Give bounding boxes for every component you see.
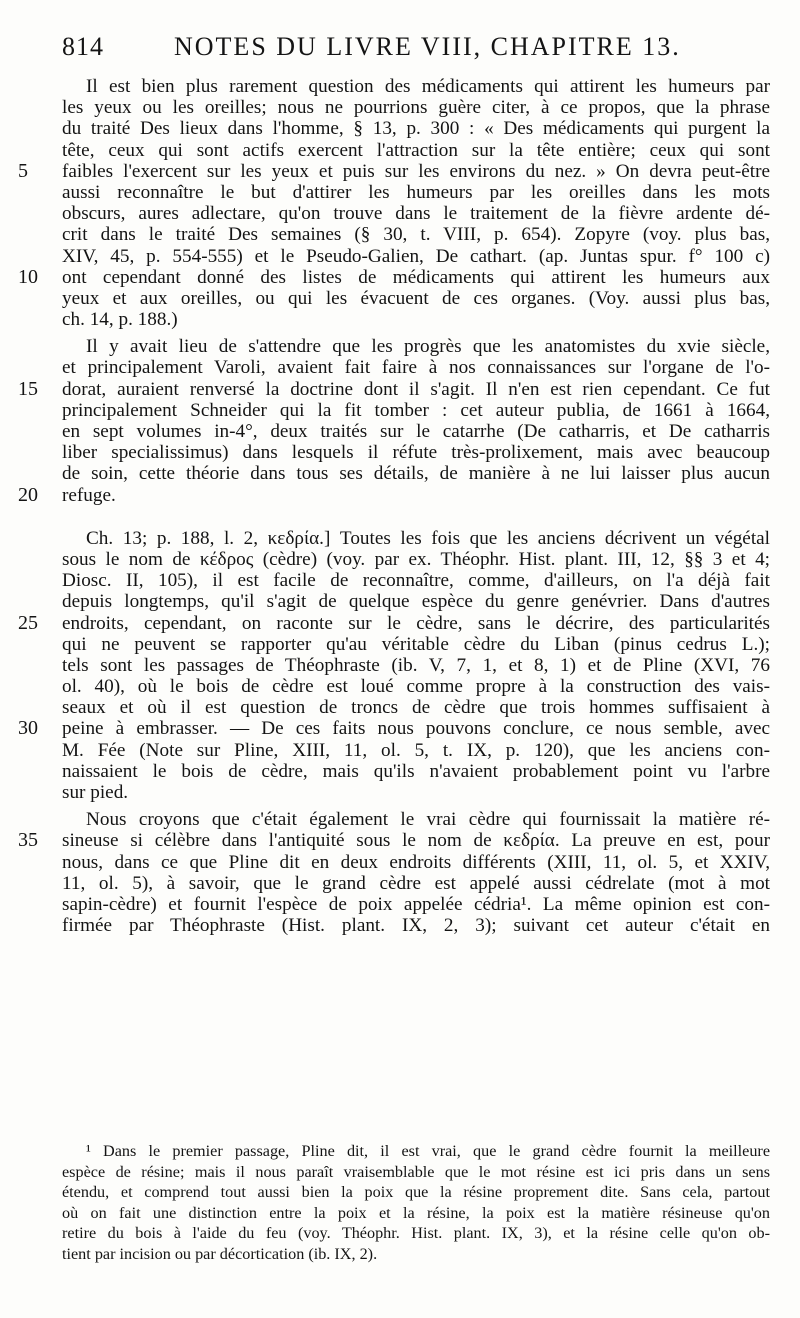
footnote-line: où on fait une distinction entre la poix et la résine, la poix est la matière résineuse qu'on [62,1203,770,1222]
text-line: 5 faibles l'exercent sur les yeux et puis sur les environs du nez. » On devra peut-être [18,159,770,182]
text-line: depuis longtemps, qu'il s'agit de quelque espèce du genre genévrier. Dans d'autres [62,591,770,613]
text-line: sapin-cèdre) et fournit l'espèce de poix appelée cédria¹. La même opinion est con- [62,893,770,915]
running-title: NOTES DU LIVRE VIII, CHAPITRE 13. [174,32,681,61]
text-line: liber specialissimus) dans lesquels il réfute très-prolixement, mais avec beaucoup [62,442,770,464]
text-line: crit dans le traité Des semaines (§ 30, t. VIII, p. 654). Zopyre (voy. plus bas, [62,224,770,246]
text-line: 30 peine à embrasser. — De ces faits nous pouvons conclure, ce nous semble, avec [18,717,770,740]
text-line: sur pied. [62,782,129,803]
footnote-line: tient par incision ou par décortication (ib. IX, 2). [62,1244,378,1263]
line-number: 15 [18,377,38,400]
text-line: yeux et aux oreilles, ou qui les évacuent de ces organes. (Voy. aussi plus bas, [62,287,770,309]
text-line: 15 dorat, auraient renversé la doctrine dont il s'agit. Il n'en est rien cependant. Ce fut [18,377,770,400]
text-line: de soin, cette théorie dans tous ses détails, de manière à ne lui laisser plus aucun [62,463,770,485]
text-line: Ch. 13; p. 188, l. 2, κεδρία.] Toutes les fois que les anciens décrivent un végétal [86,527,770,549]
paragraph-4 [18,809,770,937]
text-line: tête, ceux qui sont actifs exercent l'attraction sur la tête entière; ceux qui sont [62,139,770,161]
footnote-line: ¹ Dans le premier passage, Pline dit, il est vrai, que le grand cèdre fournit la meilleure [86,1142,770,1160]
text-line: Diosc. II, 105), il est facile de reconnaître, comme, d'ailleurs, on l'a déjà fait [62,570,770,592]
text-line: du traité Des lieux dans l'homme, § 13, p. 300 : « Des médicaments qui purgent la [62,118,770,140]
text-line: en sept volumes in-4°, deux traités sur le catarrhe (De catharris, et De catharris [62,421,770,442]
text-line: 10 ont cependant donné des listes de médicaments qui attirent les humeurs aux [18,265,770,288]
text-line: ch. 14, p. 188.) [62,309,178,331]
paragraph-3 [18,527,770,803]
line-number: 20 [18,483,38,506]
line-number: 35 [18,829,38,852]
text-line: obscurs, aures adlectare, qu'on trouve dans le traitement de la fièvre ardente dé- [62,203,770,225]
text-line: tels sont les passages de Théophraste (ib. V, 7, 1, et 8, 1) et de Pline (XVI, 76 [62,654,770,676]
text-line: qui ne peuvent se rapporter qu'au véritable cèdre du Liban (pinus cedrus L.); [62,633,770,655]
text-line: 25 endroits, cependant, on raconte sur le cèdre, sans le décrire, des particularités [18,611,770,634]
line-number: 10 [18,265,38,288]
paragraph-2 [18,336,770,506]
text-line: XIV, 45, p. 554-555) et le Pseudo-Galien, De cathart. (ap. Juntas spur. f° 100 c) [62,245,770,267]
text-line: 35 sineuse si célèbre dans l'antiquité sous le nom de κεδρία. La preuve en est, pour [18,829,770,852]
text-line: 20 refuge. [18,483,116,506]
footnote-line: espèce de résine; mais il nous paraît vraisemblable que le mot résine est ici pris dans un sens [62,1162,770,1181]
paragraph-1 [18,76,770,331]
line-number: 25 [18,611,38,634]
text-line: ol. 40), où le bois de cèdre est loué comme propre à la construction des vais- [62,676,770,698]
text-line: naissaient le bois de cèdre, mais qu'ils n'avaient probablement point vu l'arbre [62,760,770,782]
text-line: seaux et où il est question de troncs de cèdre que trois hommes suffisaient à [62,697,770,719]
text-line: les yeux ou les oreilles; nous ne pourrions guère citer, à ce propos, que la phrase [62,97,770,119]
text-line: 11, ol. 5), à savoir, que le grand cèdre est appelé aussi cédrelate (mot à mot [62,872,770,894]
footnote [62,1141,770,1265]
text-line: Il y avait lieu de s'attendre que les progrès que les anatomistes du xvie siècle, [86,336,770,358]
text-line: M. Fée (Note sur Pline, XIII, 11, ol. 5, t. IX, p. 120), que les anciens con- [62,739,770,761]
text-line: Nous croyons que c'était également le vrai cèdre qui fournissait la matière ré- [86,809,770,831]
footnote-line: étendu, et comprend tout aussi bien la poix que la résine proprement dite. Sans cela, partout [62,1183,770,1202]
page-number: 814 [62,32,104,61]
text-line: et principalement Varoli, avaient fait faire à nos connaissances sur l'organe de l'o- [62,357,770,379]
text-line: Il est bien plus rarement question des médicaments qui attirent les humeurs par [86,76,770,97]
text-line: aussi reconnaître le but d'attirer les humeurs par les oreilles dans les mots [62,181,770,203]
text-line: principalement Schneider qui la fit tomber : cet auteur publia, de 1661 à 1664, [62,399,770,421]
text-line: sous le nom de κέδρος (cèdre) (voy. par ex. Théophr. Hist. plant. III, 12, §§ 3 et 4; [62,548,770,570]
text-line: firmée par Théophraste (Hist. plant. IX, 2, 3); suivant cet auteur c'était en [62,915,770,937]
line-number: 5 [18,159,28,182]
main-text [18,76,770,937]
text-line: nous, dans ce que Pline dit en deux endroits différents (XIII, 11, ol. 5, et XXIV, [62,851,770,873]
line-number: 30 [18,717,38,740]
footnote-line: retire du bois à l'aide du feu (voy. Théophr. Hist. plant. IX, 3), et la résine celle qu'on ob- [62,1224,770,1243]
